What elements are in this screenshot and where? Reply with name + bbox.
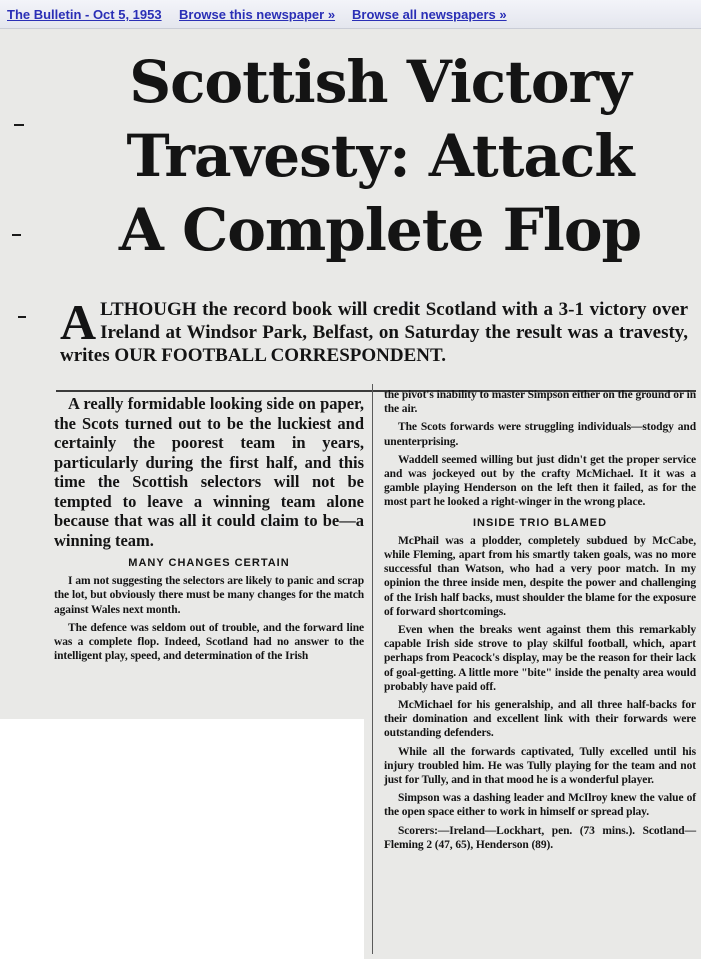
paragraph: McMichael for his generalship, and all three half-backs for their domination and excellent link with their forwards were outstanding defenders. (384, 699, 696, 740)
paragraph: Even when the breaks went against them this remarkably capable Irish side strove to play skilful football, which, apart perhaps from Peacock's display, may be the reason for their lack of goal-getting. A little more "bite" inside the penalty area would probably have paid off. (384, 624, 696, 693)
right-column (384, 388, 696, 856)
paragraph: I am not suggesting the selectors are likely to panic and scrap the lot, but obviously there must be many changes for the match against Wales next month. (54, 575, 364, 616)
scan-artifact (14, 124, 24, 126)
lead-drop-cap: A (60, 294, 97, 350)
browser-topbar (0, 0, 701, 29)
paragraph: The Scots forwards were struggling individuals—stodgy and unenterprising. (384, 421, 696, 448)
paragraph: the pivot's inability to master Simpson either on the ground or in the air. (384, 389, 696, 416)
publication-date-link[interactable]: The Bulletin - Oct 5, 1953 (7, 7, 162, 22)
subhead-many-changes: MANY CHANGES CERTAIN (128, 557, 290, 569)
left-column (54, 394, 364, 667)
scan-artifact (12, 234, 21, 236)
scorers-line: Scorers:—Ireland—Lockhart, pen. (73 mins.). Scotland—Fleming 2 (47, 65), Henderson (89). (384, 824, 696, 851)
paragraph: Waddell seemed willing but just didn't get the proper service and was jockeyed out by the crafty McMichael. It it was a gamble playing Henderson on the left then it failed, as for the most part he looked a right-winger in the wrong place. (384, 453, 696, 509)
article-headline (60, 45, 700, 267)
article-lead (60, 294, 688, 367)
paragraph: Simpson was a dashing leader and McIlroy knew the value of the open space either to work in himself or spread play. (384, 792, 696, 819)
headline-line-3: A Complete Flop (118, 196, 642, 264)
browse-this-newspaper-link[interactable]: Browse this newspaper » (179, 7, 336, 22)
browse-all-newspapers-link[interactable]: Browse all newspapers » (352, 7, 507, 22)
paragraph: The defence was seldom out of trouble, and the forward line was a complete flop. Indeed, Scotland had no answer to the intelligent play, speed, and determination of the Irish (54, 621, 364, 663)
headline-line-2: Travesty: Attack (126, 122, 634, 190)
lead-text: LTHOUGH the record book will credit Scotland with a 3-1 victory over Ireland at Windsor Park, Belfast, on Saturday the result was a travesty, writes OUR FOOTBALL CORRESPONDENT. (60, 299, 688, 366)
subhead-inside-trio: INSIDE TRIO BLAMED (472, 516, 608, 529)
column-divider (372, 384, 373, 954)
intro-paragraph: A really formidable looking side on paper, the Scots turned out to be the luckiest and certainly the poorest team in years, particularly during the first half, and this time the Scottish selectors will not be tempted to leave a winning team alone because that was all it could claim to be—a winning team. (54, 394, 364, 550)
headline-line-1: Scottish Victory (129, 48, 631, 116)
scan-artifact (18, 316, 26, 318)
paragraph: McPhail was a plodder, completely subdued by McCabe, while Fleming, apart from his smartly taken goals, was no more successful than Watson, who had a very poor match. In my opinion the three inside men, despite the power and challenging of the Irish half backs, must shoulder the blame for the exposure of forward shortcomings. (384, 534, 696, 618)
paragraph: While all the forwards captivated, Tully excelled until his injury troubled him. He was Tully playing for the team and not just for Tully, and in that mood he is a wonderful player. (384, 745, 696, 787)
